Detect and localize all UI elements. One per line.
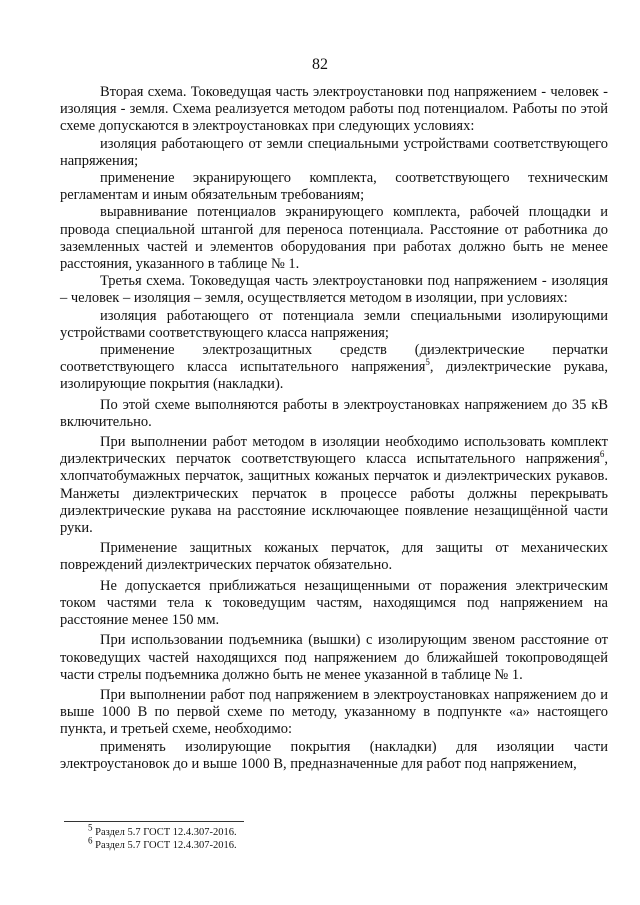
- paragraph-second-scheme: Вторая схема. Токоведущая часть электроустановки под напряжением - человек - изоляция - земля. Схема реализуется методом работы под потенциалом. Работы по этой схеме допускаются в электроустановках при следующих условиях:: [60, 84, 608, 135]
- paragraph-work-requirements: При выполнении работ под напряжением в электроустановках напряжением до и выше 1000 В по первой схеме по методу, указанному в подпункте «а» настоящего пункта, и третьей схеме, необходимо:: [60, 686, 608, 738]
- footnote-5: $^5$ Раздел 5.7 ГОСТ 12.4.307-2016.: [88, 822, 237, 838]
- paragraph-condition-equalization: выравнивание потенциалов экранирующего комплекта, рабочей площадки и провода специальной штангой для переноса потенциала. Расстояние от работника до заземленных частей и элементов оборудования при работах должно быть не менее расстояния, указанного в таблице № 1.: [60, 204, 608, 273]
- footnote-ref-6: 6: [599, 449, 605, 460]
- footnotes: [88, 822, 588, 852]
- paragraph-glove-set: При выполнении работ методом в изоляции необходимо использовать комплект диэлектрических перчаток соответствующего класса испытательного напряжения$^6$, хлопчатобумажных перчаток, защитных кожаных перчаток и диэлектрических рукавов. Манжеты диэлектрических перчаток в процессе работы должны перекрывать диэлектрические рукава на расстояние исключающее появление незащищённой части руки.: [60, 434, 608, 537]
- paragraph-condition-shielding: применение экранирующего комплекта, соответствующего техническим регламентам и иным обязательным требованиям;: [60, 170, 608, 204]
- paragraph-voltage-limit: По этой схеме выполняются работы в электроустановках напряжением до 35 кВ включительно.: [60, 396, 608, 430]
- page-number: 82: [312, 56, 328, 73]
- paragraph-leather-gloves: Применение защитных кожаных перчаток, для защиты от механических повреждений диэлектрических перчаток обязательно.: [60, 540, 608, 574]
- paragraph-third-scheme: Третья схема. Токоведущая часть электроустановки под напряжением - изоляция – человек – изоляция – земля, осуществляется методом в изоляции, при условиях:: [60, 273, 608, 307]
- paragraph-condition-insulation: изоляция работающего от земли специальными устройствами соответствующего напряжения;: [60, 135, 608, 169]
- footnote-ref-5: 5: [425, 357, 430, 368]
- paragraph-condition-isolation: изоляция работающего от потенциала земли специальными изолирующими устройствами соответствующего класса напряжения;: [60, 307, 608, 341]
- paragraph-condition-protective-means: применение электрозащитных средств (диэлектрические перчатки соответствующего класса испытательного напряжения$^5$, диэлектрические рукава, изолирующие покрытия (накладки).: [60, 342, 608, 393]
- footnote-6: $^6$ Раздел 5.7 ГОСТ 12.4.307-2016.: [88, 835, 237, 851]
- body-text: [60, 84, 608, 773]
- paragraph-lift-distance: При использовании подъемника (вышки) с изолирующим звеном расстояние от токоведущих частей находящихся под напряжением до ближайшей токопроводящей части стрелы подъемника должно быть не менее указанной в таблице № 1.: [60, 632, 608, 683]
- paragraph-insulating-covers: применять изолирующие покрытия (накладки) для изоляции части электроустановок до и выше 1000 В, предназначенные для работ под напряжением,: [60, 738, 608, 772]
- paragraph-approach-distance: Не допускается приближаться незащищенными от поражения электрическим током частями тела к токоведущим частям, находящимся под напряжением на расстояние менее 150 мм.: [60, 577, 608, 629]
